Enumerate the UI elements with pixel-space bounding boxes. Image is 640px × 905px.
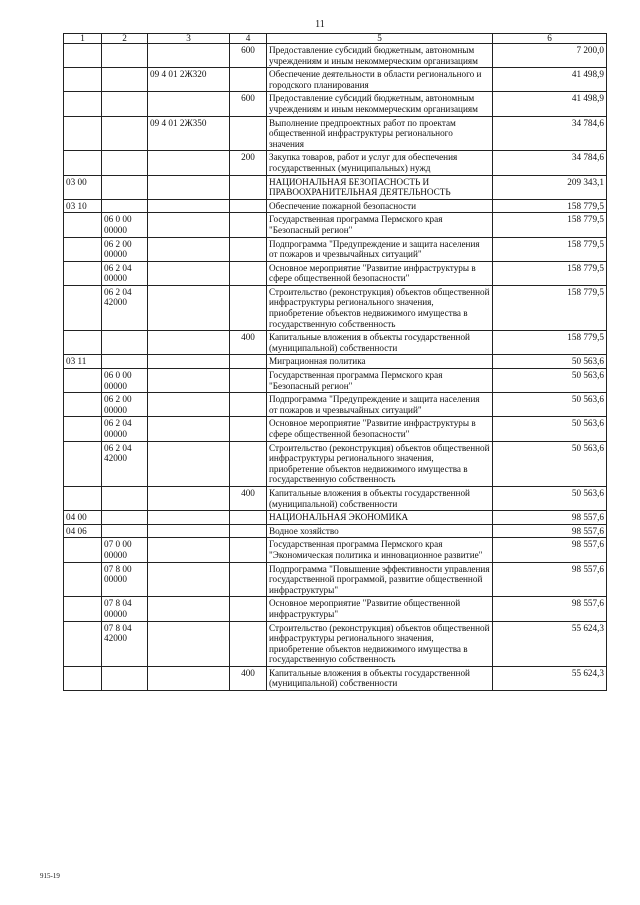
cell-subsection: 06 2 04 00000	[102, 417, 148, 441]
cell-target-article	[148, 175, 230, 199]
cell-subsection	[102, 524, 148, 538]
cell-section	[64, 369, 102, 393]
cell-section	[64, 666, 102, 690]
cell-subsection	[102, 175, 148, 199]
cell-target-article	[148, 562, 230, 597]
table-row	[64, 417, 607, 441]
cell-subsection	[102, 44, 148, 68]
cell-amount: 98 557,6	[493, 524, 607, 538]
cell-name: Капитальные вложения в объекты государственной (муниципальной) собственности	[267, 331, 493, 355]
cell-subsection	[102, 666, 148, 690]
cell-amount: 41 498,9	[493, 92, 607, 116]
table-row	[64, 524, 607, 538]
cell-expense-type	[230, 597, 267, 621]
table-row	[64, 261, 607, 285]
cell-amount: 41 498,9	[493, 68, 607, 92]
cell-amount: 50 563,6	[493, 441, 607, 486]
header-col-5: 5	[267, 34, 493, 44]
cell-expense-type: 600	[230, 44, 267, 68]
cell-section	[64, 68, 102, 92]
cell-section: 03 11	[64, 355, 102, 369]
cell-target-article	[148, 524, 230, 538]
cell-expense-type	[230, 417, 267, 441]
table-row	[64, 441, 607, 486]
cell-name: Строительство (реконструкция) объектов общественной инфраструктуры регионального значения, приобретение объектов недвижимого имущества в государственную собственность	[267, 441, 493, 486]
cell-target-article	[148, 331, 230, 355]
cell-subsection	[102, 92, 148, 116]
cell-amount: 158 779,5	[493, 261, 607, 285]
cell-target-article	[148, 261, 230, 285]
cell-amount: 158 779,5	[493, 285, 607, 330]
cell-name: Основное мероприятие "Развитие инфраструктуры в сфере общественной безопасности"	[267, 261, 493, 285]
cell-subsection: 06 2 04 42000	[102, 285, 148, 330]
cell-section	[64, 261, 102, 285]
cell-subsection: 06 2 04 42000	[102, 441, 148, 486]
cell-target-article	[148, 213, 230, 237]
cell-target-article: 09 4 01 2Ж350	[148, 116, 230, 151]
cell-name: Строительство (реконструкция) объектов общественной инфраструктуры регионального значения, приобретение объектов недвижимого имущества в государственную собственность	[267, 621, 493, 666]
cell-amount: 98 557,6	[493, 511, 607, 525]
cell-expense-type	[230, 621, 267, 666]
cell-target-article: 09 4 01 2Ж320	[148, 68, 230, 92]
cell-subsection	[102, 355, 148, 369]
table-row	[64, 175, 607, 199]
cell-amount: 158 779,5	[493, 213, 607, 237]
table-header-row	[64, 34, 607, 44]
table-row	[64, 237, 607, 261]
cell-expense-type: 400	[230, 486, 267, 510]
table-body	[64, 44, 607, 691]
cell-amount: 50 563,6	[493, 393, 607, 417]
cell-name: Обеспечение деятельности в области регионального и городского планирования	[267, 68, 493, 92]
cell-expense-type	[230, 199, 267, 213]
cell-name: Государственная программа Пермского края "Экономическая политика и инновационное развитие"	[267, 538, 493, 562]
cell-expense-type	[230, 175, 267, 199]
cell-expense-type	[230, 285, 267, 330]
cell-section	[64, 417, 102, 441]
header-col-6: 6	[493, 34, 607, 44]
cell-expense-type	[230, 562, 267, 597]
cell-subsection	[102, 486, 148, 510]
cell-amount: 50 563,6	[493, 369, 607, 393]
budget-table	[63, 33, 607, 691]
cell-section: 04 06	[64, 524, 102, 538]
cell-section	[64, 44, 102, 68]
cell-expense-type	[230, 441, 267, 486]
cell-expense-type	[230, 261, 267, 285]
cell-expense-type	[230, 524, 267, 538]
cell-target-article	[148, 511, 230, 525]
table-row	[64, 562, 607, 597]
table-row	[64, 151, 607, 175]
cell-subsection	[102, 68, 148, 92]
cell-target-article	[148, 538, 230, 562]
cell-target-article	[148, 441, 230, 486]
cell-target-article	[148, 666, 230, 690]
footer-code: 915-19	[40, 872, 60, 880]
cell-subsection	[102, 199, 148, 213]
cell-name: Капитальные вложения в объекты государственной (муниципальной) собственности	[267, 486, 493, 510]
table-row	[64, 213, 607, 237]
cell-subsection: 06 2 00 00000	[102, 237, 148, 261]
cell-section: 03 10	[64, 199, 102, 213]
table-row	[64, 92, 607, 116]
cell-amount: 50 563,6	[493, 486, 607, 510]
cell-expense-type	[230, 369, 267, 393]
cell-expense-type	[230, 538, 267, 562]
cell-target-article	[148, 44, 230, 68]
cell-target-article	[148, 151, 230, 175]
cell-amount: 34 784,6	[493, 116, 607, 151]
cell-amount: 98 557,6	[493, 562, 607, 597]
header-col-2: 2	[102, 34, 148, 44]
cell-name: Подпрограмма "Повышение эффективности управления государственной программой, развитие общественной инфраструктуры"	[267, 562, 493, 597]
cell-expense-type: 600	[230, 92, 267, 116]
cell-subsection: 06 0 00 00000	[102, 213, 148, 237]
cell-target-article	[148, 285, 230, 330]
cell-amount: 98 557,6	[493, 597, 607, 621]
cell-name: Государственная программа Пермского края "Безопасный регион"	[267, 213, 493, 237]
cell-section	[64, 151, 102, 175]
cell-subsection	[102, 116, 148, 151]
cell-subsection: 07 8 04 42000	[102, 621, 148, 666]
cell-section	[64, 237, 102, 261]
cell-amount: 209 343,1	[493, 175, 607, 199]
cell-section	[64, 331, 102, 355]
table-row	[64, 511, 607, 525]
cell-section	[64, 621, 102, 666]
cell-subsection	[102, 331, 148, 355]
table-row	[64, 116, 607, 151]
cell-name: Выполнение предпроектных работ по проектам общественной инфраструктуры регионального значения	[267, 116, 493, 151]
cell-amount: 55 624,3	[493, 621, 607, 666]
cell-section: 04 00	[64, 511, 102, 525]
cell-target-article	[148, 417, 230, 441]
cell-target-article	[148, 92, 230, 116]
cell-expense-type	[230, 355, 267, 369]
cell-subsection: 06 2 04 00000	[102, 261, 148, 285]
table-row	[64, 199, 607, 213]
cell-subsection	[102, 151, 148, 175]
cell-name: Обеспечение пожарной безопасности	[267, 199, 493, 213]
header-col-3: 3	[148, 34, 230, 44]
cell-expense-type	[230, 237, 267, 261]
cell-expense-type	[230, 116, 267, 151]
table-row	[64, 68, 607, 92]
cell-expense-type	[230, 393, 267, 417]
cell-expense-type	[230, 511, 267, 525]
header-col-4: 4	[230, 34, 267, 44]
table-row	[64, 597, 607, 621]
cell-section	[64, 213, 102, 237]
cell-amount: 158 779,5	[493, 237, 607, 261]
cell-section	[64, 597, 102, 621]
cell-target-article	[148, 486, 230, 510]
page-number: 11	[315, 19, 325, 30]
cell-amount: 50 563,6	[493, 355, 607, 369]
cell-expense-type: 400	[230, 331, 267, 355]
cell-name: Предоставление субсидий бюджетным, автономным учреждениям и иным некоммерческим организациям	[267, 44, 493, 68]
table-row	[64, 355, 607, 369]
cell-subsection	[102, 511, 148, 525]
cell-name: Государственная программа Пермского края "Безопасный регион"	[267, 369, 493, 393]
cell-amount: 50 563,6	[493, 417, 607, 441]
cell-subsection: 07 8 00 00000	[102, 562, 148, 597]
cell-subsection: 06 2 00 00000	[102, 393, 148, 417]
cell-section	[64, 285, 102, 330]
cell-subsection: 06 0 00 00000	[102, 369, 148, 393]
cell-name: НАЦИОНАЛЬНАЯ БЕЗОПАСНОСТЬ И ПРАВООХРАНИТЕЛЬНАЯ ДЕЯТЕЛЬНОСТЬ	[267, 175, 493, 199]
table-row	[64, 621, 607, 666]
cell-name: Капитальные вложения в объекты государственной (муниципальной) собственности	[267, 666, 493, 690]
table-row	[64, 538, 607, 562]
cell-name: Основное мероприятие "Развитие общественной инфраструктуры"	[267, 597, 493, 621]
cell-name: НАЦИОНАЛЬНАЯ ЭКОНОМИКА	[267, 511, 493, 525]
cell-name: Подпрограмма "Предупреждение и защита населения от пожаров и чрезвычайных ситуаций"	[267, 237, 493, 261]
cell-target-article	[148, 199, 230, 213]
table-row	[64, 331, 607, 355]
cell-amount: 158 779,5	[493, 199, 607, 213]
cell-section	[64, 393, 102, 417]
cell-amount: 7 200,0	[493, 44, 607, 68]
cell-section	[64, 92, 102, 116]
cell-name: Строительство (реконструкция) объектов общественной инфраструктуры регионального значения, приобретение объектов недвижимого имущества в государственную собственность	[267, 285, 493, 330]
cell-section	[64, 562, 102, 597]
cell-target-article	[148, 237, 230, 261]
cell-target-article	[148, 393, 230, 417]
cell-target-article	[148, 597, 230, 621]
cell-section	[64, 538, 102, 562]
cell-section: 03 00	[64, 175, 102, 199]
cell-section	[64, 486, 102, 510]
cell-amount: 34 784,6	[493, 151, 607, 175]
cell-name: Основное мероприятие "Развитие инфраструктуры в сфере общественной безопасности"	[267, 417, 493, 441]
cell-amount: 98 557,6	[493, 538, 607, 562]
cell-target-article	[148, 355, 230, 369]
cell-target-article	[148, 621, 230, 666]
cell-section	[64, 116, 102, 151]
table-row	[64, 285, 607, 330]
table-row	[64, 44, 607, 68]
cell-target-article	[148, 369, 230, 393]
cell-section	[64, 441, 102, 486]
cell-expense-type: 200	[230, 151, 267, 175]
cell-amount: 158 779,5	[493, 331, 607, 355]
cell-name: Предоставление субсидий бюджетным, автономным учреждениям и иным некоммерческим организациям	[267, 92, 493, 116]
table-row	[64, 666, 607, 690]
table-row	[64, 369, 607, 393]
table-row	[64, 393, 607, 417]
cell-subsection: 07 8 04 00000	[102, 597, 148, 621]
header-col-1: 1	[64, 34, 102, 44]
cell-name: Закупка товаров, работ и услуг для обеспечения государственных (муниципальных) нужд	[267, 151, 493, 175]
cell-amount: 55 624,3	[493, 666, 607, 690]
cell-name: Водное хозяйство	[267, 524, 493, 538]
table-row	[64, 486, 607, 510]
cell-name: Миграционная политика	[267, 355, 493, 369]
cell-expense-type	[230, 68, 267, 92]
cell-subsection: 07 0 00 00000	[102, 538, 148, 562]
cell-name: Подпрограмма "Предупреждение и защита населения от пожаров и чрезвычайных ситуаций"	[267, 393, 493, 417]
cell-expense-type: 400	[230, 666, 267, 690]
cell-expense-type	[230, 213, 267, 237]
